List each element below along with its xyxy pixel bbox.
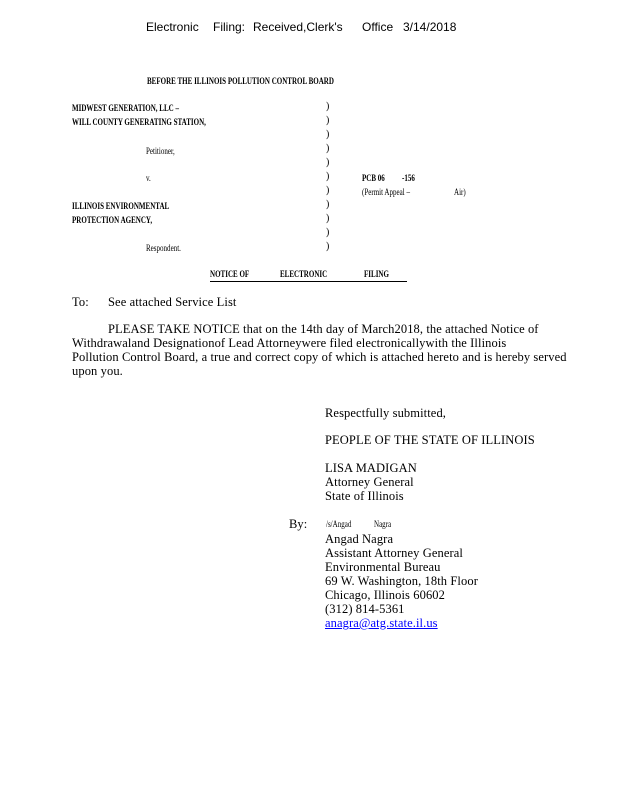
phone-number: (312) 814-5361: [325, 602, 405, 616]
party-name: PEOPLE OF THE STATE OF ILLINOIS: [325, 433, 535, 447]
electronic-signature-first: /s/Angad: [326, 519, 352, 529]
petitioner-name-line2: WILL COUNTY GENERATING STATION,: [72, 117, 206, 127]
attorney-general-state: State of Illinois: [325, 489, 404, 503]
petitioner-name-line1: MIDWEST GENERATION, LLC –: [72, 103, 180, 113]
signer-name: Angad Nagra: [325, 532, 394, 546]
address-line1: 69 W. Washington, 18th Floor: [325, 574, 478, 588]
header-office: Office: [362, 20, 394, 34]
header-date: 3/14/2018: [403, 20, 457, 34]
email-link[interactable]: anagra@atg.state.il.us: [325, 616, 438, 630]
notice-body-line2: Withdrawaland Designationof Lead Attorneywere filed electronicallywith the Illinois: [72, 336, 507, 350]
address-line2: Chicago, Illinois 60602: [325, 588, 445, 602]
header-received-clerks: Received,Clerk's: [253, 20, 343, 34]
respondent-role: Respondent.: [146, 243, 181, 253]
notice-body-line3: Pollution Control Board, a true and correct copy of which is attached hereto and is hereby served: [72, 350, 567, 364]
closing: Respectfully submitted,: [325, 406, 447, 420]
electronic-signature-last: Nagra: [374, 519, 392, 529]
board-title: BEFORE THE ILLINOIS POLLUTION CONTROL BOARD: [147, 76, 334, 86]
by-label: By:: [289, 517, 308, 531]
case-number-prefix: PCB 06: [362, 173, 385, 183]
header-filing: Filing:: [213, 20, 246, 34]
petitioner-role: Petitioner,: [146, 146, 175, 156]
notice-title-electronic: ELECTRONIC: [280, 269, 328, 279]
respondent-name-line1: ILLINOIS ENVIRONMENTAL: [72, 201, 170, 211]
case-type-left: (Permit Appeal –: [362, 187, 410, 197]
caption-bracket-column: ) ) ) ) ) ) ) ) ) ) ): [326, 101, 330, 252]
to-label: To:: [72, 295, 89, 309]
attorney-general-title: Attorney General: [325, 475, 414, 489]
notice-body-line4: upon you.: [72, 364, 123, 378]
to-value: See attached Service List: [108, 295, 237, 309]
header-electronic: Electronic: [146, 20, 199, 34]
notice-body-line1: PLEASE TAKE NOTICE that on the 14th day of March2018, the attached Notice of: [108, 322, 539, 336]
signer-bureau: Environmental Bureau: [325, 560, 441, 574]
signer-title: Assistant Attorney General: [325, 546, 463, 560]
notice-title-underline: [210, 281, 407, 282]
case-number-suffix: -156: [402, 173, 415, 183]
notice-title-filing: FILING: [364, 269, 389, 279]
attorney-general-name: LISA MADIGAN: [325, 461, 417, 475]
respondent-name-line2: PROTECTION AGENCY,: [72, 215, 153, 225]
case-type-right: Air): [454, 187, 466, 197]
versus: v.: [146, 173, 151, 183]
notice-title-notice-of: NOTICE OF: [210, 269, 250, 279]
